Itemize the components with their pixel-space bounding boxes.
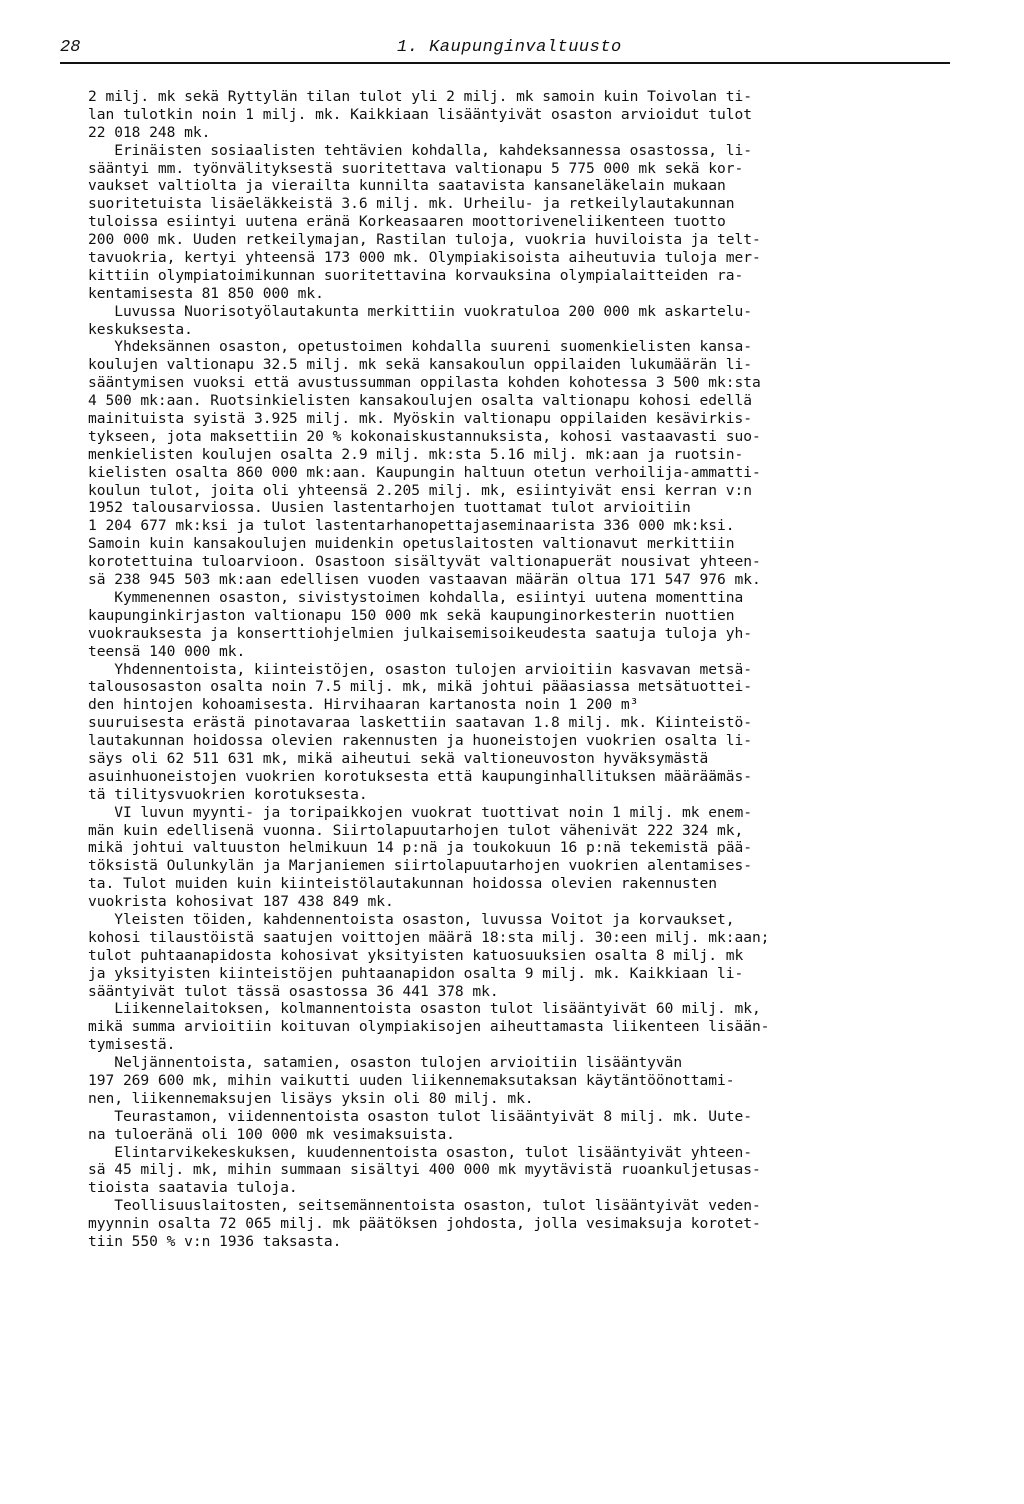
text-line: tykseen, jota maksettiin 20 % kokonaiskustannuksista, kohosi vastaavasti suo- — [88, 427, 761, 445]
text-line: 197 269 600 mk, mihin vaikutti uuden liikennemaksutaksan käytäntöönottami- — [88, 1071, 735, 1089]
text-line: kaupunginkirjaston valtionapu 150 000 mk sekä kaupunginorkesterin nuottien — [88, 606, 735, 624]
text-line: vuokrista kohosivat 187 438 849 mk. — [88, 893, 394, 911]
text-line: nen, liikennemaksujen lisäys yksin oli 80 milj. mk. — [88, 1089, 534, 1107]
text-line: tymisestä. — [88, 1036, 176, 1054]
text-line: koulun tulot, joita oli yhteensä 2.205 milj. mk, esiintyivät ensi kerran v:n — [88, 481, 752, 499]
text-line: asuinhuoneistojen vuokrien korotuksesta että kaupunginhallituksen määräämäs- — [88, 767, 752, 785]
text-line: vuokrauksesta ja konserttiohjelmien julkaisemisoikeudesta saatuja tuloja yh- — [88, 624, 752, 642]
text-line: tiin 550 % v:n 1936 taksasta. — [88, 1233, 342, 1250]
text-line: män kuin edellisenä vuonna. Siirtolapuutarhojen tulot vähenivät 222 324 mk, — [88, 821, 744, 839]
text-line: tavuokria, kertyi yhteensä 173 000 mk. Olympiakisoista aiheutuvia tuloja mer- — [88, 249, 761, 267]
text-line: korotettuina tuloarvioon. Osastoon sisältyvät valtionapuerät nousivat yhteen- — [88, 553, 761, 571]
text-line: suuruisesta erästä pinotavaraa laskettiin saatavan 1.8 milj. mk. Kiinteistö- — [88, 714, 752, 732]
text-line: mikä johtui valtuuston helmikuun 14 p:nä ja toukokuun 16 p:nä tekemistä pää- — [88, 839, 752, 857]
text-line: keskuksesta. — [88, 320, 193, 338]
text-line: sääntyi mm. työnvälityksestä suoritettava valtionapu 5 775 000 mk sekä kor- — [88, 159, 744, 177]
text-line: Luvussa Nuorisotyölautakunta merkittiin vuokratuloa 200 000 mk askartelu- — [88, 302, 752, 320]
text-line: talousosaston osalta noin 7.5 milj. mk, mikä johtui pääasiassa metsätuottei- — [88, 678, 752, 696]
text-line: Neljännentoista, satamien, osaston tulojen arvioitiin lisääntyvän — [88, 1054, 683, 1072]
text-line: suoritetuista lisäeläkkeistä 3.6 milj. mk. Urheilu- ja retkeilylautakunnan — [88, 195, 735, 213]
text-line: Yhdennentoista, kiinteistöjen, osaston tulojen arvioitiin kasvavan metsä- — [88, 660, 752, 678]
text-line: tä tilitysvuokrien korotuksesta. — [88, 785, 368, 803]
text-line: den hintojen kohoamisesta. Hirvihaaran kartanosta noin 1 200 m³ — [88, 696, 639, 714]
text-line: vaukset valtiolta ja vierailta kunnilta saatavista kansaneläkelain mukaan — [88, 177, 726, 195]
text-line: sä 45 milj. mk, mihin summaan sisältyi 400 000 mk myytävistä ruoankuljetusas- — [88, 1161, 761, 1179]
text-line: ta. Tulot muiden kuin kiinteistölautakunnan hoidossa olevien rakennusten — [88, 875, 718, 893]
text-line: kohosi tilaustöistä saatujen voittojen määrä 18:sta milj. 30:een milj. mk:aan; — [88, 928, 770, 946]
text-line: Liikennelaitoksen, kolmannentoista osaston tulot lisääntyivät 60 milj. mk, — [88, 1000, 761, 1018]
text-line: Teurastamon, viidennentoista osaston tulot lisääntyivät 8 milj. mk. Uute- — [88, 1107, 752, 1125]
text-line: töksistä Oulunkylän ja Marjaniemen siirtolapuutarhojen vuokrien alentamises- — [88, 857, 752, 875]
text-line: Teollisuuslaitosten, seitsemännentoista osaston, tulot lisääntyivät veden- — [88, 1197, 761, 1215]
running-title: 1. Kaupunginvaltuusto — [397, 38, 622, 57]
text-line: koulujen valtionapu 32.5 milj. mk sekä kansakoulun oppilaiden lukumäärän li- — [88, 356, 752, 374]
text-line: 1 204 677 mk:ksi ja tulot lastentarhanopettajaseminaarista 336 000 mk:ksi. — [88, 517, 735, 535]
text-line: lautakunnan hoidossa olevien rakennusten ja huoneistojen vuokrien osalta li- — [88, 732, 752, 750]
text-line: 200 000 mk. Uuden retkeilymajan, Rastilan tuloja, vuokria huviloista ja telt- — [88, 231, 761, 249]
text-line: Yleisten töiden, kahdennentoista osaston, luvussa Voitot ja korvaukset, — [88, 910, 735, 928]
text-line: teensä 140 000 mk. — [88, 642, 246, 660]
text-line: lan tulotkin noin 1 milj. mk. Kaikkiaan lisääntyivät osaston arvioidut tulot — [88, 105, 752, 123]
text-line: mikä summa arvioitiin koituvan olympiakisojen aiheuttamasta liikenteen lisään- — [88, 1018, 770, 1036]
text-line: Samoin kuin kansakoulujen muidenkin opetuslaitosten valtionavut merkittiin — [88, 535, 735, 553]
text-line: VI luvun myynti- ja toripaikkojen vuokrat tuottivat noin 1 milj. mk enem- — [88, 803, 752, 821]
text-line: kittiin olympiatoimikunnan suoritettavina korvauksina olympialaitteiden ra- — [88, 266, 744, 284]
text-line: myynnin osalta 72 065 milj. mk päätöksen johdosta, jolla vesimaksuja korotet- — [88, 1215, 761, 1233]
body-text — [88, 88, 953, 1251]
text-line: 2 milj. mk sekä Ryttylän tilan tulot yli 2 milj. mk samoin kuin Toivolan ti- — [88, 88, 752, 105]
text-line: 22 018 248 mk. — [88, 123, 211, 141]
text-line: tulot puhtaanapidosta kohosivat yksityisten katuosuuksien osalta 8 milj. mk — [88, 946, 744, 964]
text-line: mainituista syistä 3.925 milj. mk. Myöskin valtionapu oppilaiden kesävirkis- — [88, 410, 752, 428]
text-line: kielisten osalta 860 000 mk:aan. Kaupungin haltuun otetun verhoilija-ammatti- — [88, 463, 761, 481]
text-line: menkielisten koulujen osalta 2.9 milj. mk:sta 5.16 milj. mk:aan ja ruotsin- — [88, 445, 744, 463]
page-header — [60, 36, 950, 64]
text-line: sääntyivät tulot tässä osastossa 36 441 378 mk. — [88, 982, 499, 1000]
text-line: Yhdeksännen osaston, opetustoimen kohdalla suureni suomenkielisten kansa- — [88, 338, 752, 356]
text-line: na tuloeränä oli 100 000 mk vesimaksuista. — [88, 1125, 455, 1143]
page-number: 28 — [60, 38, 81, 57]
text-line: 4 500 mk:aan. Ruotsinkielisten kansakoulujen osalta valtionapu kohosi edellä — [88, 392, 752, 410]
text-line: tuloissa esiintyi uutena eränä Korkeasaaren moottoriveneliikenteen tuotto — [88, 213, 726, 231]
text-line: kentamisesta 81 850 000 mk. — [88, 284, 324, 302]
text-line: ja yksityisten kiinteistöjen puhtaanapidon osalta 9 milj. mk. Kaikkiaan li- — [88, 964, 744, 982]
text-line: sääntymisen vuoksi että avustussumman oppilasta kohden kohotessa 3 500 mk:sta — [88, 374, 761, 392]
text-line: tioista saatavia tuloja. — [88, 1179, 298, 1197]
text-line: säys oli 62 511 631 mk, mikä aiheutui sekä valtioneuvoston hyväksymästä — [88, 749, 709, 767]
text-line: Elintarvikekeskuksen, kuudennentoista osaston, tulot lisääntyivät yhteen- — [88, 1143, 752, 1161]
text-line: sä 238 945 503 mk:aan edellisen vuoden vastaavan määrän oltua 171 547 976 mk. — [88, 571, 761, 589]
text-line: Erinäisten sosiaalisten tehtävien kohdalla, kahdeksannessa osastossa, li- — [88, 141, 752, 159]
text-line: Kymmenennen osaston, sivistystoimen kohdalla, esiintyi uutena momenttina — [88, 588, 744, 606]
text-line: 1952 talousarviossa. Uusien lastentarhojen tuottamat tulot arvioitiin — [88, 499, 691, 517]
